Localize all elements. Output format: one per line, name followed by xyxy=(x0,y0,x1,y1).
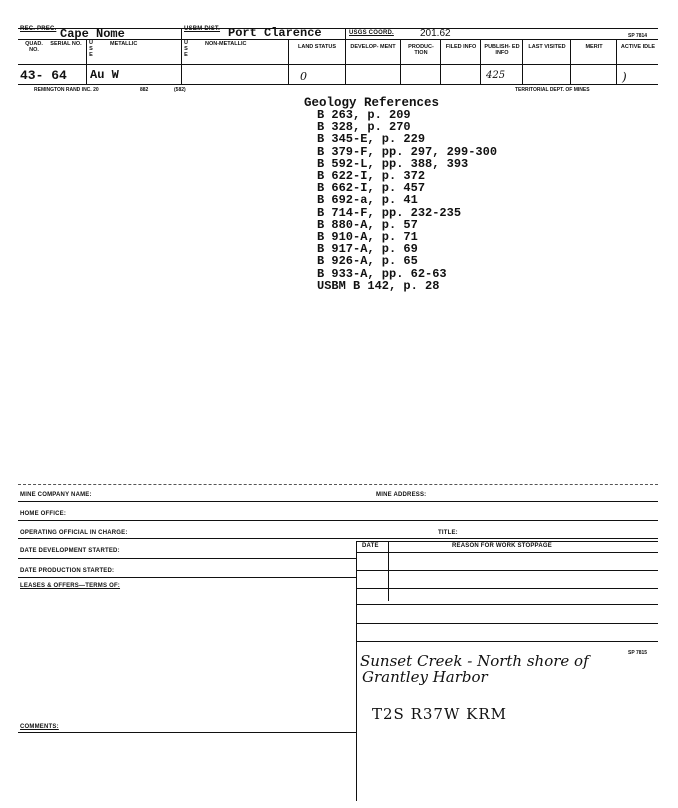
geology-reference: B 880-A, p. 57 xyxy=(317,217,418,232)
handwritten-township: T2S R37W KRM xyxy=(372,705,508,723)
geology-reference: B 933-A, pp. 62-63 xyxy=(317,266,447,281)
reason-header: REASON FOR WORK STOPPAGE xyxy=(452,543,552,549)
rule xyxy=(356,623,658,624)
geology-reference: B 345-E, p. 229 xyxy=(317,132,426,147)
comments-label: COMMENTS: xyxy=(20,724,59,730)
rule xyxy=(356,541,658,542)
usbm-dist-value: Port Clarence xyxy=(228,26,322,40)
last-visited-header: LAST VISITED xyxy=(528,44,566,50)
col-divider xyxy=(522,39,523,84)
leases-label: LEASES & OFFERS—TERMS OF: xyxy=(20,583,121,589)
usbm-dist-label: USBM DIST. xyxy=(184,26,221,32)
geology-reference: B 263, p. 209 xyxy=(317,108,411,122)
col-divider xyxy=(86,39,87,84)
geology-reference: B 592-L, pp. 388, 393 xyxy=(317,156,469,171)
rule xyxy=(18,732,356,733)
metallic-value: Au W xyxy=(90,68,119,82)
geology-reference: B 662-I, p. 457 xyxy=(317,181,426,196)
home-office-label: HOME OFFICE: xyxy=(20,511,67,517)
geology-reference: B 910-A, p. 71 xyxy=(317,230,418,245)
rule xyxy=(18,520,658,521)
geology-reference: B 379-F, pp. 297, 299-300 xyxy=(317,144,498,159)
form-number: SP 7814 xyxy=(628,33,648,39)
header-bottom-rule xyxy=(18,84,658,85)
rule xyxy=(356,552,658,553)
geology-reference: B 328, p. 270 xyxy=(317,120,411,135)
rule xyxy=(356,641,658,642)
printer-code-1: 882 xyxy=(140,87,149,93)
serial-no-header: SERIAL NO. xyxy=(50,41,82,47)
col-divider xyxy=(616,39,617,84)
lower-dashed-rule xyxy=(18,484,658,485)
col-divider xyxy=(440,39,441,84)
col-divider xyxy=(356,541,357,801)
col-divider xyxy=(388,541,389,601)
usgs-coord-label: USGS COORD. xyxy=(349,30,394,36)
usgs-coord-value: 201.62 xyxy=(420,28,451,39)
agency-imprint: TERRITORIAL DEPT. OF MINES xyxy=(515,87,590,93)
date-development-label: DATE DEVELOPMENT STARTED: xyxy=(20,548,120,554)
geology-reference: B 714-F, pp. 232-235 xyxy=(317,205,462,220)
rec-prec-value: Cape Nome xyxy=(60,27,125,41)
rule xyxy=(356,588,658,589)
published-info-value: 425 xyxy=(486,70,506,81)
printer-imprint: REMINGTON RAND INC. 20 xyxy=(34,87,99,93)
geology-reference: USBM B 142, p. 28 xyxy=(317,278,440,293)
active-idle-header: ACTIVE IDLE xyxy=(620,44,656,50)
date-production-label: DATE PRODUCTION STARTED: xyxy=(20,568,115,574)
printer-code-2: (582) xyxy=(174,87,186,93)
use-metallic-marker: U S E xyxy=(89,40,93,58)
title-label: TITLE: xyxy=(438,530,458,536)
mine-company-name-label: MINE COMPANY NAME: xyxy=(20,492,92,498)
quad-serial-value: 43- 64 xyxy=(20,68,67,83)
geology-reference: B 917-A, p. 69 xyxy=(317,242,418,257)
date-header: DATE xyxy=(362,543,379,549)
mine-address-label: MINE ADDRESS: xyxy=(376,492,427,498)
col-divider xyxy=(288,39,289,84)
operating-official-label: OPERATING OFFICIAL IN CHARGE: xyxy=(20,530,128,536)
use-nonmetallic-marker: U S E xyxy=(184,40,188,58)
rule xyxy=(356,570,658,571)
geology-reference-list xyxy=(317,109,497,292)
published-info-header: PUBLISH- ED INFO xyxy=(484,44,520,56)
rule xyxy=(18,558,356,559)
rule xyxy=(356,604,658,605)
nonmetallic-header: NON-METALLIC xyxy=(205,41,247,47)
col-divider xyxy=(400,39,401,84)
col-divider xyxy=(570,39,571,84)
col-divider xyxy=(345,28,346,84)
rule xyxy=(18,501,658,502)
geology-title: Geology References xyxy=(304,96,440,110)
development-header: DEVELOP- MENT xyxy=(350,44,396,50)
land-status-value: 0 xyxy=(300,70,307,83)
col-divider xyxy=(181,28,182,84)
metallic-header: METALLIC xyxy=(110,41,138,47)
geology-reference: B 926-A, p. 65 xyxy=(317,254,418,269)
rec-prec-label: REC. PREC. xyxy=(20,26,57,32)
form-number-2: SP 7815 xyxy=(628,650,648,656)
quad-no-header: QUAD. NO. xyxy=(25,41,43,53)
active-idle-value: ) xyxy=(622,70,627,84)
rule xyxy=(18,538,658,539)
production-header: PRODUC- TION xyxy=(408,44,434,56)
geology-reference: B 622-I, p. 372 xyxy=(317,169,426,184)
filed-info-header: FILED INFO xyxy=(445,44,477,50)
land-status-header: LAND STATUS xyxy=(298,44,336,50)
rule xyxy=(18,577,356,578)
geology-reference: B 692-a, p. 41 xyxy=(317,193,418,208)
header-values-rule xyxy=(18,64,658,65)
handwritten-location-line2: Grantley Harbor xyxy=(362,668,488,686)
col-divider xyxy=(480,39,481,84)
merit-header: MERIT xyxy=(585,44,603,50)
handwritten-location-line1: Sunset Creek - North shore of xyxy=(360,652,589,670)
